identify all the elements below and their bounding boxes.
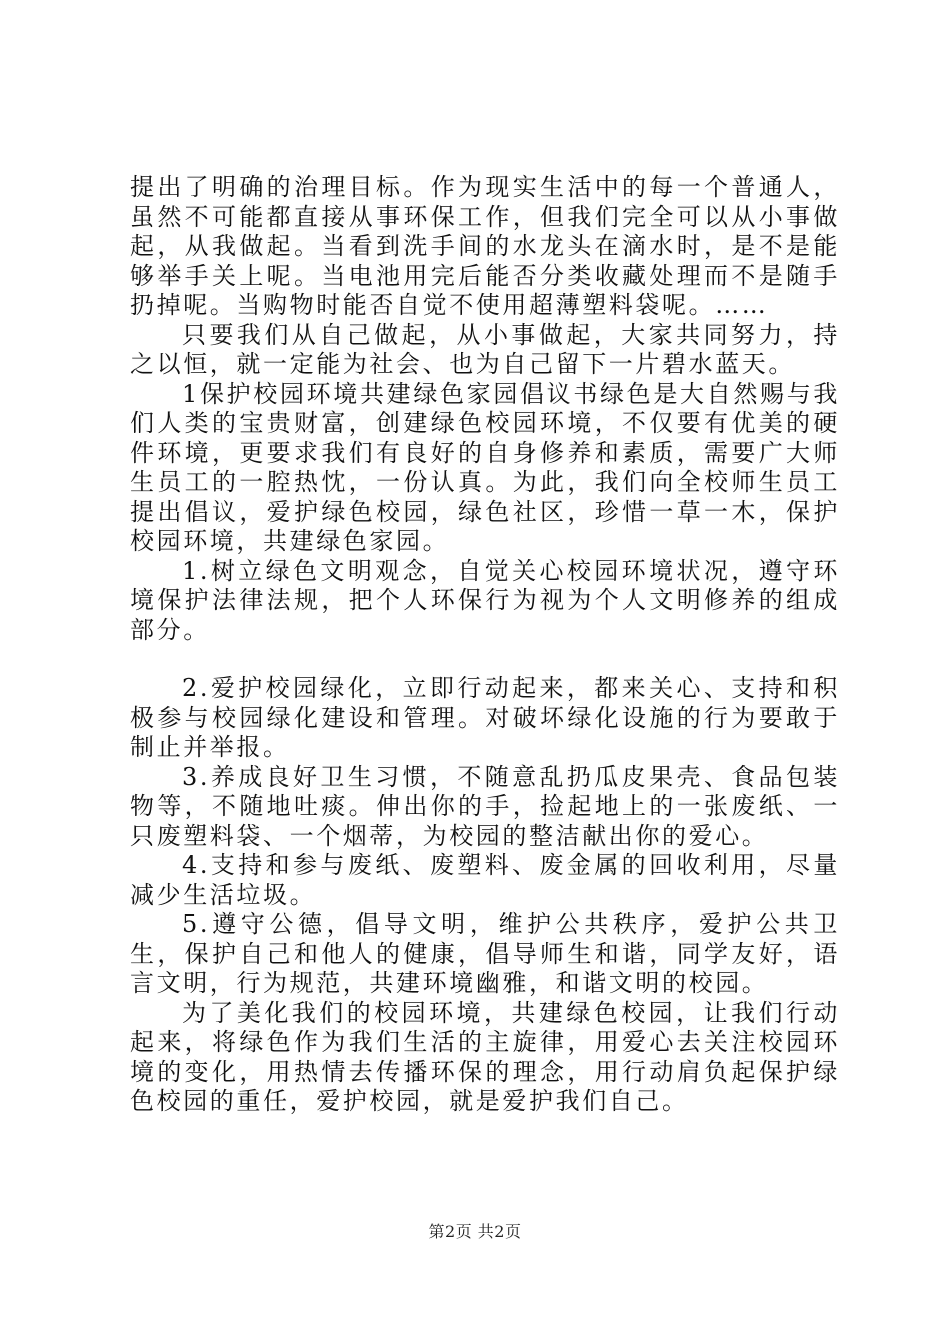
paragraph-item-3: 3.养成良好卫生习惯，不随意乱扔瓜皮果壳、食品包装物等，不随地吐痰。伸出你的手，捡起地上的一张废纸、一只废塑料袋、一个烟蒂，为校园的整洁献出你的爱心。 xyxy=(130,762,840,850)
paragraph-item-4: 4.支持和参与废纸、废塑料、废金属的回收利用，尽量减少生活垃圾。 xyxy=(130,851,840,909)
paragraph-summary: 只要我们从自己做起，从小事做起，大家共同努力，持之以恒，就一定能为社会、也为自己留下一片碧水蓝天。 xyxy=(130,320,840,378)
paragraph-item-2: 2.爱护校园绿化，立即行动起来，都来关心、支持和积极参与校园绿化建设和管理。对破坏绿化设施的行为要敢于制止并举报。 xyxy=(130,674,840,761)
paragraph-item-1: 1.树立绿色文明观念，自觉关心校园环境状况，遵守环境保护法律法规，把个人环保行为视为个人文明修养的组成部分。 xyxy=(130,556,840,644)
paragraph-proposal-intro: 1保护校园环境共建绿色家园倡议书绿色是大自然赐与我们人类的宝贵财富，创建绿色校园环境，不仅要有优美的硬件环境，更要求我们有良好的自身修养和素质，需要广大师生员工的一腔热忱，一份认真。为此，我们向全校师生员工提出倡议，爱护绿色校园，绿色社区，珍惜一草一木，保护校园环境，共建绿色家园。 xyxy=(130,379,840,555)
paragraph-conclusion: 为了美化我们的校园环境，共建绿色校园，让我们行动起来，将绿色作为我们生活的主旋律，用爱心去关注校园环境的变化，用热情去传播环保的理念，用行动肩负起保护绿色校园的重任，爱护校园，就是爱护我们自己。 xyxy=(130,998,840,1115)
paragraph-continuation: 提出了明确的治理目标。作为现实生活中的每一个普通人，虽然不可能都直接从事环保工作，但我们完全可以从小事做起，从我做起。当看到洗手间的水龙头在滴水时，是不是能够举手关上呢。当电池用完后能否分类收藏处理而不是随手扔掉呢。当购物时能否自觉不使用超薄塑料袋呢。…… xyxy=(130,173,840,319)
page-number-footer: 第2页 共2页 xyxy=(428,1222,522,1241)
document-body xyxy=(130,173,840,1117)
paragraph-item-5: 5.遵守公德，倡导文明，维护公共秩序，爱护公共卫生，保护自己和他人的健康，倡导师生和谐，同学友好，语言文明，行为规范，共建环境幽雅，和谐文明的校园。 xyxy=(130,910,840,997)
